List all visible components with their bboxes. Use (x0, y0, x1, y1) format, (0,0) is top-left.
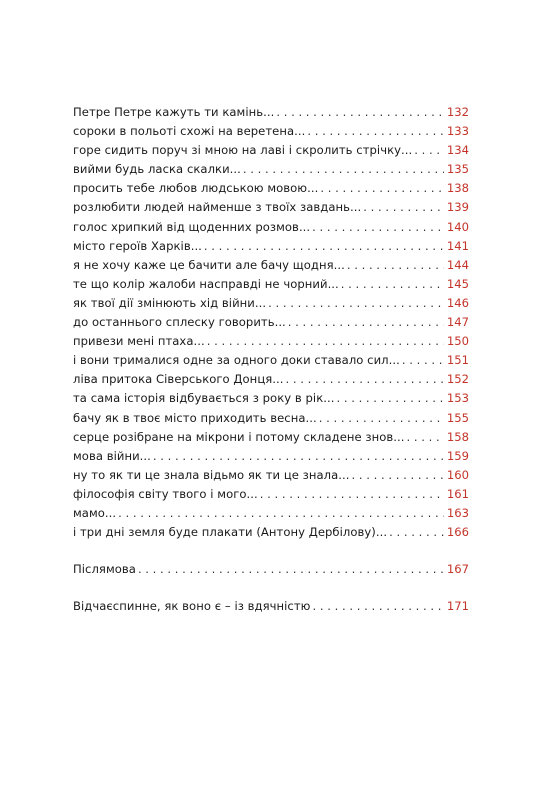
dot-leader (288, 313, 444, 332)
entry-page-number: 141 (446, 238, 469, 253)
dot-leader (268, 294, 444, 313)
dot-leader (389, 523, 444, 542)
entry-title: привези мені птаха... (73, 334, 205, 349)
dot-leader (414, 141, 444, 160)
entry-page-number: 135 (446, 162, 469, 177)
toc-entry-thanks (73, 597, 469, 616)
dot-leader (153, 447, 444, 466)
entry-title: і три дні земля буде плакати (Антону Дербілову)... (73, 525, 388, 540)
entry-title: Відчаєспинне, як воно є – із вдячністю (73, 599, 311, 614)
entry-page-number: 139 (446, 200, 469, 215)
entry-page-number: 153 (446, 391, 469, 406)
toc-entry (73, 428, 469, 447)
toc-entry (73, 122, 469, 141)
entry-title: я не хочу каже це бачити але бачу щодня... (73, 257, 345, 272)
entry-page-number: 166 (446, 525, 469, 540)
dot-leader (207, 332, 444, 351)
entry-page-number: 134 (446, 143, 469, 158)
dot-leader (336, 389, 443, 408)
entry-page-number: 151 (446, 353, 469, 368)
entry-title: як твої дії змінюють хід війни... (73, 295, 267, 310)
entry-page-number: 133 (446, 124, 469, 139)
dot-leader (312, 218, 444, 237)
dot-leader (319, 409, 444, 428)
entry-title: місто героїв Харків... (73, 238, 202, 253)
dot-leader (402, 351, 444, 370)
entry-page-number: 140 (446, 219, 469, 234)
toc-entry (73, 294, 469, 313)
dot-leader (352, 466, 444, 485)
entry-page-number: 155 (446, 410, 469, 425)
entry-title: вийми будь ласка скалки... (73, 162, 241, 177)
dot-leader (312, 597, 443, 616)
entry-page-number: 159 (446, 448, 469, 463)
entry-page-number: 146 (446, 295, 469, 310)
entry-page-number: 138 (446, 181, 469, 196)
toc-entry (73, 523, 469, 542)
dot-leader (341, 275, 444, 294)
toc-entry (73, 389, 469, 408)
dot-leader (285, 370, 443, 389)
entry-page-number: 161 (446, 486, 469, 501)
toc-entry (73, 198, 469, 217)
dot-leader (363, 198, 444, 217)
toc-entry (73, 447, 469, 466)
entry-title: Петре Петре кажуть ти камінь... (73, 105, 275, 119)
entry-page-number: 144 (446, 257, 469, 272)
toc-entry (73, 466, 469, 485)
dot-leader (347, 256, 444, 275)
entry-title: до останнього сплеску говорить... (73, 315, 286, 330)
entry-title: те що колір жалоби насправді не чорний... (73, 276, 339, 291)
dot-leader (407, 428, 444, 447)
toc-entry (73, 275, 469, 294)
entry-page-number: 160 (446, 467, 469, 482)
toc-entry (73, 160, 469, 179)
entry-title: мамо... (73, 505, 117, 520)
entry-page-number: 150 (446, 334, 469, 349)
toc-entry (73, 313, 469, 332)
dot-leader (276, 103, 444, 122)
entry-page-number: 152 (446, 372, 469, 387)
entry-title: просить тебе любов людською мовою... (73, 181, 319, 196)
entry-title: сороки в польоті схожі на веретена... (73, 124, 306, 139)
entry-title: ну то як ти це знала відьмо як ти це знала... (73, 467, 350, 482)
entry-title: Післямова (73, 562, 136, 577)
toc-entry (73, 332, 469, 351)
toc-entry (73, 504, 469, 523)
toc-entry (73, 141, 469, 160)
toc-entry (73, 103, 469, 122)
entry-page-number: 132 (446, 105, 469, 119)
entry-page-number: 147 (446, 315, 469, 330)
dot-leader (243, 160, 444, 179)
toc-entry-afterword (73, 560, 469, 579)
dot-leader (320, 179, 444, 198)
entry-page-number: 158 (446, 429, 469, 444)
entry-title: розлюбити людей найменше з твоїх завдань... (73, 200, 362, 215)
entry-page-number: 145 (446, 276, 469, 291)
dot-leader (260, 485, 444, 504)
entry-page-number: 171 (446, 599, 469, 614)
toc-entry (73, 237, 469, 256)
toc-entry (73, 256, 469, 275)
dot-leader (204, 237, 444, 256)
entry-title: горе сидить поруч зі мною на лаві і скролить стрічку... (73, 143, 413, 158)
toc-entry (73, 218, 469, 237)
dot-leader (138, 560, 444, 579)
entry-title: і вони трималися одне за одного доки ставало сил... (73, 353, 400, 368)
entry-title: філософія світу твого і мого... (73, 486, 258, 501)
entry-title: ліва притока Сіверського Донця... (73, 372, 284, 387)
toc-entry (73, 485, 469, 504)
toc-entry (73, 409, 469, 428)
entry-title: голос хрипкий від щоденних розмов... (73, 219, 311, 234)
entry-page-number: 163 (446, 505, 469, 520)
entry-title: серце розібране на мікрони і потому складене знов... (73, 429, 405, 444)
entry-title: бачу як в твоє місто приходить весна... (73, 410, 317, 425)
entry-title: мова війни... (73, 448, 151, 463)
table-of-contents (73, 103, 469, 616)
entry-title: та сама історія відбувається з року в рік... (73, 391, 335, 406)
entry-page-number: 167 (446, 562, 469, 577)
toc-entry (73, 351, 469, 370)
toc-entry (73, 179, 469, 198)
toc-entry (73, 370, 469, 389)
dot-leader (118, 504, 444, 523)
dot-leader (307, 122, 444, 141)
